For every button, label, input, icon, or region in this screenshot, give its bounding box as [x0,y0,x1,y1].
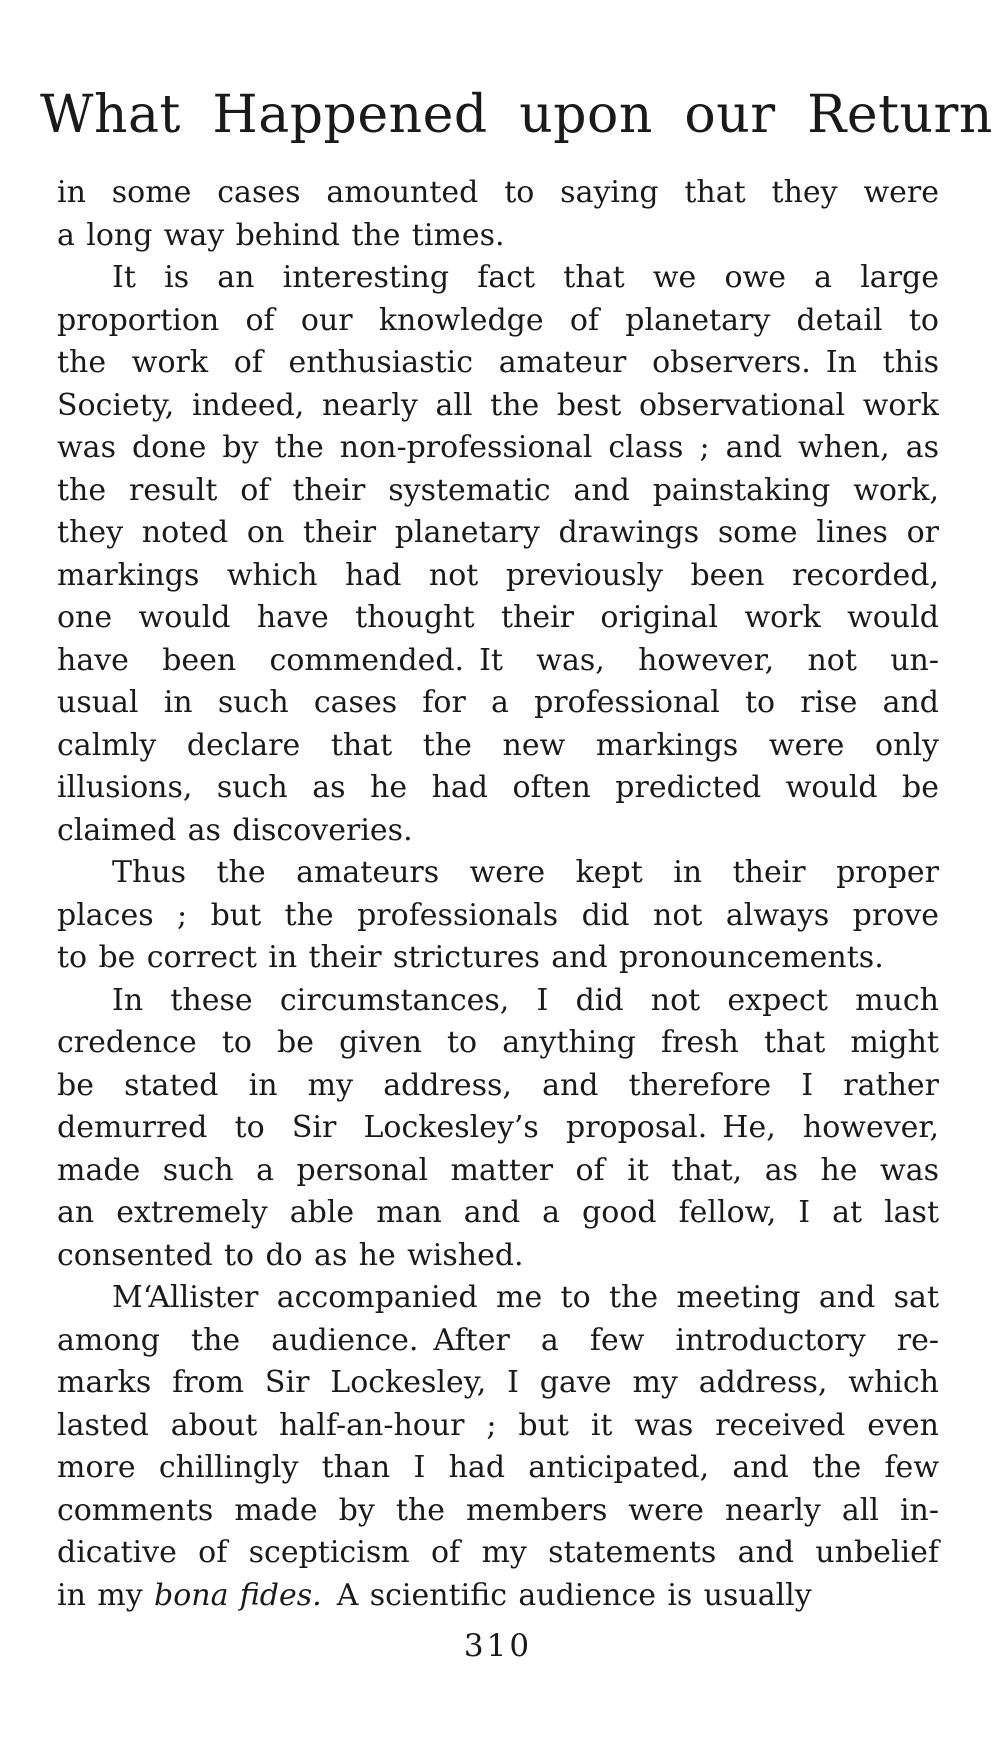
text-line: demurred to Sir Lockesley’s proposal. He, however, [57,1110,939,1145]
paragraph [57,172,939,257]
text-line: It is an interesting fact that we owe a large [112,260,939,295]
text-line: among the audience. After a few introductory re- [57,1322,939,1358]
text-line: have been commended. It was, however, not un- [57,642,939,678]
italic-phrase: bona fides. [153,1577,322,1613]
text-line: dicative of scepticism of my statements and unbelief [57,1535,939,1570]
text-line: was done by the non-professional class ; and when, as [57,430,939,465]
text-line: M‘Allister accompanied me to the meeting and sat [112,1280,939,1315]
text-line: they noted on their planetary drawings some lines or [57,515,939,550]
text-line: usual in such cases for a professional to rise and [57,685,939,720]
text-line: the result of their systematic and painstaking work, [57,472,939,508]
page-number: 310 [463,1628,533,1664]
paragraph [57,1277,939,1617]
text-line: credence to be given to anything fresh that might [57,1025,939,1060]
text-line: in my bona fides. A scientific audience is usually [57,1577,812,1613]
paragraph [57,852,939,980]
text-line: calmly declare that the new markings were only [57,727,939,763]
text-line: markings which had not previously been recorded, [57,557,939,593]
text-line: Thus the amateurs were kept in their proper [112,855,939,890]
text-line: in some cases amounted to saying that they were [57,175,939,210]
text-line: the work of enthusiastic amateur observers. In this [57,345,939,380]
text-line: claimed as discoveries. [57,812,413,848]
paragraph [57,980,939,1278]
text-line: proportion of our knowledge of planetary detail to [57,302,939,338]
page-body [57,172,939,1617]
text-line: a long way behind the times. [57,217,505,253]
text-line: to be correct in their strictures and pronouncements. [57,940,884,975]
text-line: be stated in my address, and therefore I rather [57,1067,939,1103]
text-line: comments made by the members were nearly all in- [57,1492,939,1528]
text-line: marks from Sir Lockesley, I gave my address, which [57,1365,939,1400]
text-line: an extremely able man and a good fellow, I at last [57,1195,939,1230]
text-line: places ; but the professionals did not always prove [57,897,939,933]
text-line: more chillingly than I had anticipated, and the few [57,1450,939,1485]
text-line: lasted about half-an-hour ; but it was received even [57,1407,939,1443]
text-line: one would have thought their original work would [57,600,939,635]
text-line: made such a personal matter of it that, as he was [57,1152,939,1188]
text-line: In these circumstances, I did not expect much [112,982,939,1018]
paragraph [57,257,939,852]
text-line: consented to do as he wished. [57,1237,524,1273]
text-line: Society, indeed, nearly all the best observational work [57,387,939,423]
page-title: What Happened upon our Return [40,85,993,145]
text-line: illusions, such as he had often predicted would be [57,770,939,805]
